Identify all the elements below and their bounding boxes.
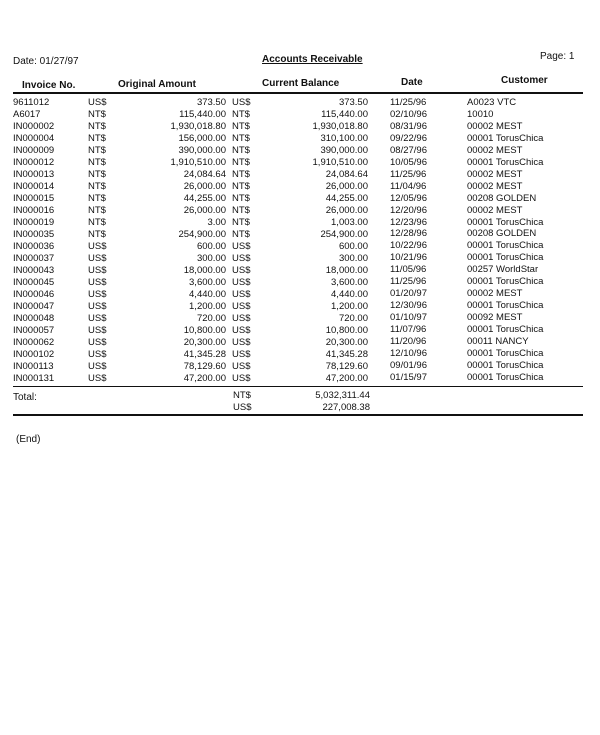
- original-currency: US$: [88, 97, 107, 108]
- invoice-number: A6017: [13, 109, 41, 120]
- current-balance: 1,003.00: [331, 217, 368, 228]
- customer-name: 00208 GOLDEN: [467, 192, 537, 204]
- current-balance: 10,800.00: [325, 325, 368, 336]
- balance-currency: NT$: [232, 109, 250, 120]
- original-currency: NT$: [88, 145, 106, 156]
- current-balance: 300.00: [338, 253, 368, 264]
- original-amount: 26,000.00: [183, 181, 226, 192]
- original-amount: 390,000.00: [178, 145, 226, 156]
- invoice-number: IN000046: [13, 289, 55, 300]
- balance-currency: NT$: [232, 181, 250, 192]
- original-currency: US$: [88, 301, 107, 312]
- customer-name: 00002 MEST: [467, 288, 523, 300]
- balance-currency: US$: [232, 253, 251, 264]
- invoice-date: 11/07/96: [390, 324, 427, 336]
- table-row: [0, 145, 600, 157]
- invoice-date: 12/20/96: [390, 204, 427, 216]
- original-amount: 47,200.00: [183, 373, 226, 384]
- report-title: Accounts Receivable: [262, 54, 363, 65]
- balance-currency: NT$: [232, 229, 250, 240]
- balance-currency: NT$: [232, 205, 250, 216]
- original-amount: 20,300.00: [183, 337, 226, 348]
- invoice-number: IN000113: [13, 361, 54, 372]
- customer-name: 00001 TorusChica: [467, 240, 544, 252]
- invoice-date: 10/05/96: [390, 156, 427, 168]
- original-currency: US$: [88, 325, 107, 336]
- current-balance: 3,600.00: [331, 277, 368, 288]
- original-amount: 4,440.00: [189, 289, 226, 300]
- original-currency: NT$: [88, 169, 106, 180]
- customer-name: 00001 TorusChica: [467, 216, 544, 228]
- invoice-date: 08/31/96: [390, 120, 427, 132]
- balance-currency: NT$: [232, 121, 250, 132]
- customer-name: 00001 TorusChica: [467, 347, 544, 359]
- original-amount: 254,900.00: [178, 229, 226, 240]
- report-date: Date: 01/27/97: [13, 56, 79, 67]
- invoice-date: 01/15/97: [390, 371, 427, 383]
- current-balance: 254,900.00: [320, 229, 368, 240]
- balance-currency: US$: [232, 289, 251, 300]
- invoice-date: 01/20/97: [390, 288, 427, 300]
- col-header-invoice: Invoice No.: [22, 80, 76, 91]
- current-balance: 1,200.00: [331, 301, 368, 312]
- current-balance: 47,200.00: [325, 373, 368, 384]
- original-currency: US$: [88, 313, 107, 324]
- invoice-date: 11/25/96: [390, 276, 427, 288]
- original-amount: 156,000.00: [178, 133, 226, 144]
- table-row: [0, 133, 600, 145]
- invoice-date: 11/25/96: [390, 97, 427, 108]
- original-amount: 373.50: [196, 97, 226, 108]
- header-rule: [13, 92, 583, 94]
- customer-name: 00002 MEST: [467, 144, 523, 156]
- balance-currency: US$: [232, 373, 251, 384]
- current-balance: 26,000.00: [325, 181, 368, 192]
- original-amount: 26,000.00: [183, 205, 226, 216]
- balance-currency: US$: [232, 361, 251, 372]
- customer-name: 00001 TorusChica: [467, 132, 544, 144]
- current-balance: 4,440.00: [331, 289, 368, 300]
- invoice-date: 11/04/96: [390, 180, 427, 192]
- col-header-current-balance: Current Balance: [262, 78, 340, 89]
- current-balance: 390,000.00: [320, 145, 368, 156]
- table-row: [0, 229, 600, 241]
- balance-currency: NT$: [232, 193, 250, 204]
- invoice-number: IN000015: [13, 193, 55, 204]
- customer-name: 00001 TorusChica: [467, 276, 544, 288]
- original-amount: 10,800.00: [183, 325, 226, 336]
- original-currency: NT$: [88, 109, 106, 120]
- customer-name: 00002 MEST: [467, 180, 523, 192]
- original-amount: 600.00: [196, 241, 226, 252]
- total-currency-us: US$: [233, 402, 252, 413]
- current-balance: 78,129.60: [325, 361, 368, 372]
- invoice-number: IN000131: [13, 373, 55, 384]
- total-amount-us: 227,008.38: [322, 402, 370, 413]
- invoice-date: 12/10/96: [390, 347, 427, 359]
- original-amount: 115,440.00: [179, 109, 226, 120]
- invoice-number: IN000037: [13, 253, 55, 264]
- original-amount: 1,200.00: [189, 301, 226, 312]
- invoice-number: IN000036: [13, 241, 55, 252]
- balance-currency: NT$: [232, 217, 250, 228]
- table-row: [0, 121, 600, 133]
- current-balance: 26,000.00: [325, 205, 368, 216]
- invoice-date: 09/22/96: [390, 132, 427, 144]
- original-amount: 720.00: [196, 313, 226, 324]
- current-balance: 115,440.00: [321, 109, 368, 120]
- total-label: Total:: [13, 392, 37, 403]
- invoice-date: 11/25/96: [390, 168, 427, 180]
- original-currency: NT$: [88, 121, 106, 132]
- balance-currency: NT$: [232, 145, 250, 156]
- original-amount: 24,084.64: [183, 169, 226, 180]
- balance-currency: NT$: [232, 169, 250, 180]
- invoice-date: 08/27/96: [390, 144, 427, 156]
- table-row: [0, 241, 600, 253]
- customer-name: 00001 TorusChica: [467, 252, 544, 264]
- balance-currency: US$: [232, 277, 251, 288]
- customer-name: 00208 GOLDEN: [467, 228, 537, 240]
- customer-name: 00257 WorldStar: [467, 264, 539, 276]
- balance-currency: US$: [232, 301, 251, 312]
- invoice-date: 12/28/96: [390, 228, 427, 240]
- col-header-original-amount: Original Amount: [118, 79, 196, 90]
- original-amount: 300.00: [196, 253, 226, 264]
- customer-name: A0023 VTC: [467, 97, 517, 108]
- invoice-number: IN000004: [13, 133, 55, 144]
- table-row: [0, 373, 600, 385]
- table-row: [0, 217, 600, 229]
- invoice-number: IN000012: [13, 157, 55, 168]
- total-currency-nt: NT$: [233, 390, 251, 401]
- current-balance: 1,910,510.00: [312, 157, 368, 168]
- invoice-number: IN000057: [13, 325, 55, 336]
- table-row: [0, 265, 600, 277]
- invoice-date: 12/30/96: [390, 300, 427, 312]
- invoice-date: 02/10/96: [390, 108, 427, 120]
- customer-name: 00001 TorusChica: [467, 156, 544, 168]
- current-balance: 18,000.00: [325, 265, 368, 276]
- table-row: [0, 253, 600, 265]
- original-amount: 41,345.28: [183, 349, 226, 360]
- invoice-number: IN000014: [13, 181, 55, 192]
- table-row: [0, 193, 600, 205]
- current-balance: 24,084.64: [325, 169, 368, 180]
- current-balance: 600.00: [338, 241, 368, 252]
- end-marker: (End): [16, 434, 41, 445]
- balance-currency: NT$: [232, 133, 250, 144]
- current-balance: 1,930,018.80: [312, 121, 368, 132]
- invoice-date: 10/22/96: [390, 240, 427, 252]
- invoice-number: IN000035: [13, 229, 55, 240]
- customer-name: 00002 MEST: [467, 168, 523, 180]
- invoice-number: IN000013: [13, 169, 55, 180]
- current-balance: 373.50: [338, 97, 368, 108]
- total-rule-bottom: [13, 414, 583, 416]
- balance-currency: NT$: [232, 157, 250, 168]
- original-currency: NT$: [88, 157, 106, 168]
- original-currency: NT$: [88, 229, 106, 240]
- current-balance: 41,345.28: [325, 349, 368, 360]
- invoice-number: IN000102: [13, 349, 55, 360]
- original-currency: US$: [88, 241, 107, 252]
- invoice-date: 11/20/96: [390, 336, 427, 347]
- original-amount: 1,910,510.00: [170, 157, 226, 168]
- customer-name: 00001 TorusChica: [467, 359, 544, 371]
- original-currency: US$: [88, 349, 107, 360]
- invoice-date: 11/05/96: [390, 264, 427, 276]
- original-amount: 18,000.00: [183, 265, 226, 276]
- original-amount: 3.00: [207, 217, 226, 228]
- customer-name: 00092 MEST: [467, 312, 523, 324]
- current-balance: 44,255.00: [325, 193, 368, 204]
- customer-name: 00001 TorusChica: [467, 371, 544, 383]
- invoice-date: 12/05/96: [390, 192, 427, 204]
- invoice-number: IN000047: [13, 301, 55, 312]
- invoice-number: IN000016: [13, 205, 55, 216]
- original-currency: US$: [88, 277, 107, 288]
- original-currency: NT$: [88, 205, 106, 216]
- balance-currency: US$: [232, 337, 251, 348]
- total-rule-top: [13, 386, 583, 387]
- current-balance: 720.00: [338, 313, 368, 324]
- original-currency: US$: [88, 265, 107, 276]
- balance-currency: US$: [232, 313, 251, 324]
- original-currency: US$: [88, 373, 107, 384]
- original-currency: NT$: [88, 193, 106, 204]
- customer-name: 00001 TorusChica: [467, 300, 544, 312]
- invoice-number: IN000062: [13, 337, 55, 348]
- customer-name: 00002 MEST: [467, 120, 523, 132]
- original-currency: NT$: [88, 217, 106, 228]
- invoice-number: IN000009: [13, 145, 55, 156]
- balance-currency: US$: [232, 325, 251, 336]
- original-currency: US$: [88, 337, 107, 348]
- invoice-date: 12/23/96: [390, 216, 427, 228]
- table-row: [0, 277, 600, 289]
- page-number: Page: 1: [540, 51, 575, 62]
- invoice-number: IN000045: [13, 277, 55, 288]
- current-balance: 20,300.00: [325, 337, 368, 348]
- customer-name: 00002 MEST: [467, 204, 523, 216]
- original-amount: 78,129.60: [183, 361, 226, 372]
- total-amount-nt: 5,032,311.44: [315, 390, 370, 401]
- invoice-number: IN000019: [13, 217, 55, 228]
- original-currency: US$: [88, 289, 107, 300]
- invoice-date: 10/21/96: [390, 252, 427, 264]
- table-row: [0, 109, 600, 121]
- invoice-number: IN000048: [13, 313, 55, 324]
- table-row: [0, 181, 600, 193]
- current-balance: 310,100.00: [320, 133, 368, 144]
- invoice-number: IN000043: [13, 265, 55, 276]
- original-currency: NT$: [88, 133, 106, 144]
- table-row: [0, 205, 600, 217]
- customer-name: 00011 NANCY: [467, 336, 529, 347]
- col-header-customer: Customer: [501, 75, 548, 86]
- col-header-date: Date: [401, 77, 423, 88]
- balance-currency: US$: [232, 265, 251, 276]
- table-row: [0, 97, 600, 109]
- invoice-number: 9611012: [13, 97, 50, 108]
- original-amount: 44,255.00: [183, 193, 226, 204]
- original-currency: US$: [88, 361, 107, 372]
- invoice-date: 09/01/96: [390, 359, 427, 371]
- customer-name: 00001 TorusChica: [467, 324, 544, 336]
- customer-name: 10010: [467, 108, 494, 120]
- balance-currency: US$: [232, 97, 251, 108]
- table-row: [0, 157, 600, 169]
- original-amount: 3,600.00: [189, 277, 226, 288]
- invoice-number: IN000002: [13, 121, 55, 132]
- original-currency: US$: [88, 253, 107, 264]
- invoice-date: 01/10/97: [390, 312, 427, 324]
- balance-currency: US$: [232, 241, 251, 252]
- balance-currency: US$: [232, 349, 251, 360]
- table-row: [0, 169, 600, 181]
- original-amount: 1,930,018.80: [170, 121, 226, 132]
- original-currency: NT$: [88, 181, 106, 192]
